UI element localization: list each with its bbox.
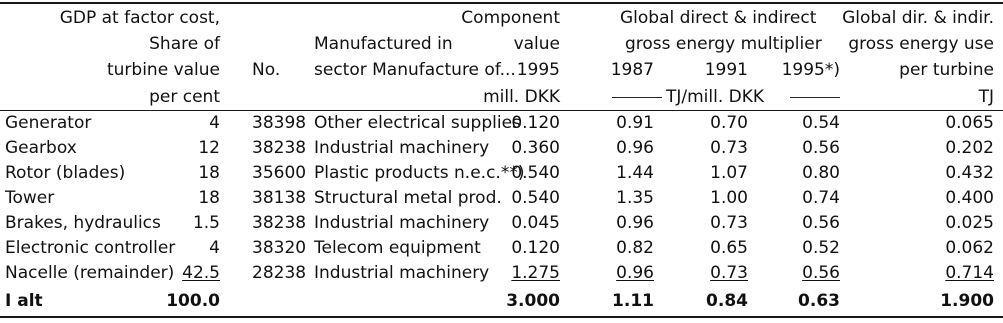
table-row: [0, 212, 1003, 237]
share-value: 1.5: [192, 213, 220, 233]
share-value: 42.5: [182, 263, 220, 283]
share-value: 18: [198, 163, 220, 183]
sector-name: Structural metal prod.: [314, 188, 502, 208]
header-use-line2: gross energy use: [848, 34, 994, 54]
sector-number: 38320: [252, 238, 307, 258]
top-rule: [0, 2, 1003, 4]
multiplier-1987: 0.96: [616, 213, 654, 233]
header-gdp-line4: per cent: [149, 87, 220, 107]
header-mult-line2: gross energy multiplier: [625, 34, 822, 54]
header-no: No.: [252, 60, 281, 80]
component-value: 0.120: [511, 238, 560, 258]
component-name: Brakes, hydraulics: [5, 213, 161, 233]
sector-name: Other electrical supplies: [314, 113, 521, 133]
component-value: 0.360: [511, 138, 560, 158]
multiplier-1991: 0.73: [710, 138, 748, 158]
header-year-1995: 1995*): [781, 60, 840, 80]
total-multiplier-1987: 1.11: [612, 291, 654, 311]
component-name: Tower: [5, 188, 55, 208]
energy-use: 0.065: [945, 113, 994, 133]
multiplier-1987: 0.96: [616, 138, 654, 158]
header-mult-line1: Global direct & indirect: [620, 8, 817, 28]
multiplier-1991: 1.00: [710, 188, 748, 208]
component-value: 0.540: [511, 163, 560, 183]
multiplier-1987: 1.44: [616, 163, 654, 183]
mult-unit-dash-left: [612, 97, 662, 98]
total-multiplier-1991: 0.84: [706, 291, 748, 311]
header-comp-line3: 1995: [516, 60, 560, 80]
sector-number: 38398: [252, 113, 307, 133]
multiplier-1991: 0.65: [710, 238, 748, 258]
multiplier-1991: 0.70: [710, 113, 748, 133]
component-name: Gearbox: [5, 138, 77, 158]
multiplier-1987: 0.91: [616, 113, 654, 133]
sector-number: 38238: [252, 138, 307, 158]
header-gdp-line2: Share of: [149, 34, 220, 54]
multiplier-1995: 0.56: [802, 213, 840, 233]
component-value: 0.120: [511, 113, 560, 133]
multiplier-1995: 0.54: [802, 113, 840, 133]
header-use-line4: TJ: [978, 87, 994, 107]
share-value: 12: [198, 138, 220, 158]
header-use-line3: per turbine: [899, 60, 994, 80]
total-multiplier-1995: 0.63: [798, 291, 840, 311]
table-row: [0, 262, 1003, 287]
component-name: Rotor (blades): [5, 163, 126, 183]
multiplier-1991: 0.73: [710, 213, 748, 233]
header-year-1991: 1991: [704, 60, 748, 80]
component-name: Nacelle (remainder): [5, 263, 175, 283]
component-name: Electronic controller: [5, 238, 176, 258]
bottom-rule: [0, 316, 1003, 318]
header-comp-line1: Component: [461, 8, 560, 28]
sector-name: Industrial machinery: [314, 138, 490, 158]
multiplier-1987: 0.82: [616, 238, 654, 258]
header-gdp-line1: GDP at factor cost,: [59, 8, 220, 28]
energy-use: 0.025: [945, 213, 994, 233]
header-comp-line2: value: [513, 34, 560, 54]
table-row: [0, 137, 1003, 162]
share-value: 18: [198, 188, 220, 208]
sector-number: 35600: [252, 163, 307, 183]
sector-name: Industrial machinery: [314, 213, 490, 233]
total-share: 100.0: [166, 291, 220, 311]
header-sector-line2: sector Manufacture of...: [314, 60, 516, 80]
header-gdp-line3: turbine value: [106, 60, 220, 80]
energy-use: 0.432: [945, 163, 994, 183]
share-value: 4: [209, 113, 220, 133]
multiplier-1995: 0.52: [802, 238, 840, 258]
sector-number: 38238: [252, 213, 307, 233]
multiplier-1987: 0.96: [616, 263, 654, 283]
header-mult-unit: TJ/mill. DKK: [666, 87, 765, 107]
multiplier-1987: 1.35: [616, 188, 654, 208]
header-rule: [0, 110, 1003, 111]
header-comp-line4: mill. DKK: [483, 87, 560, 107]
header-use-line1: Global dir. & indir.: [842, 8, 994, 28]
header-year-1987: 1987: [610, 60, 654, 80]
multiplier-1995: 0.80: [802, 163, 840, 183]
table-row: [0, 237, 1003, 262]
component-value: 1.275: [511, 263, 560, 283]
energy-use: 0.062: [945, 238, 994, 258]
energy-use: 0.714: [945, 263, 994, 283]
share-value: 4: [209, 238, 220, 258]
header-sector-line1: Manufactured in: [314, 34, 453, 54]
multiplier-1995: 0.74: [802, 188, 840, 208]
table-row: [0, 162, 1003, 187]
multiplier-1991: 0.73: [710, 263, 748, 283]
component-value: 0.045: [511, 213, 560, 233]
total-row: [0, 290, 1003, 315]
mult-unit-dash-right: [790, 97, 840, 98]
multiplier-1991: 1.07: [710, 163, 748, 183]
table-row: [0, 112, 1003, 137]
energy-use: 0.400: [945, 188, 994, 208]
table-row: [0, 187, 1003, 212]
total-energy-use: 1.900: [940, 291, 994, 311]
sector-number: 28238: [252, 263, 307, 283]
component-name: Generator: [5, 113, 92, 133]
total-label: I alt: [5, 291, 43, 311]
sector-name: Plastic products n.e.c.**): [314, 163, 525, 183]
sector-name: Industrial machinery: [314, 263, 490, 283]
multiplier-1995: 0.56: [802, 263, 840, 283]
sector-number: 38138: [252, 188, 307, 208]
energy-use: 0.202: [945, 138, 994, 158]
multiplier-1995: 0.56: [802, 138, 840, 158]
sector-name: Telecom equipment: [314, 238, 481, 258]
total-value: 3.000: [506, 291, 560, 311]
component-value: 0.540: [511, 188, 560, 208]
